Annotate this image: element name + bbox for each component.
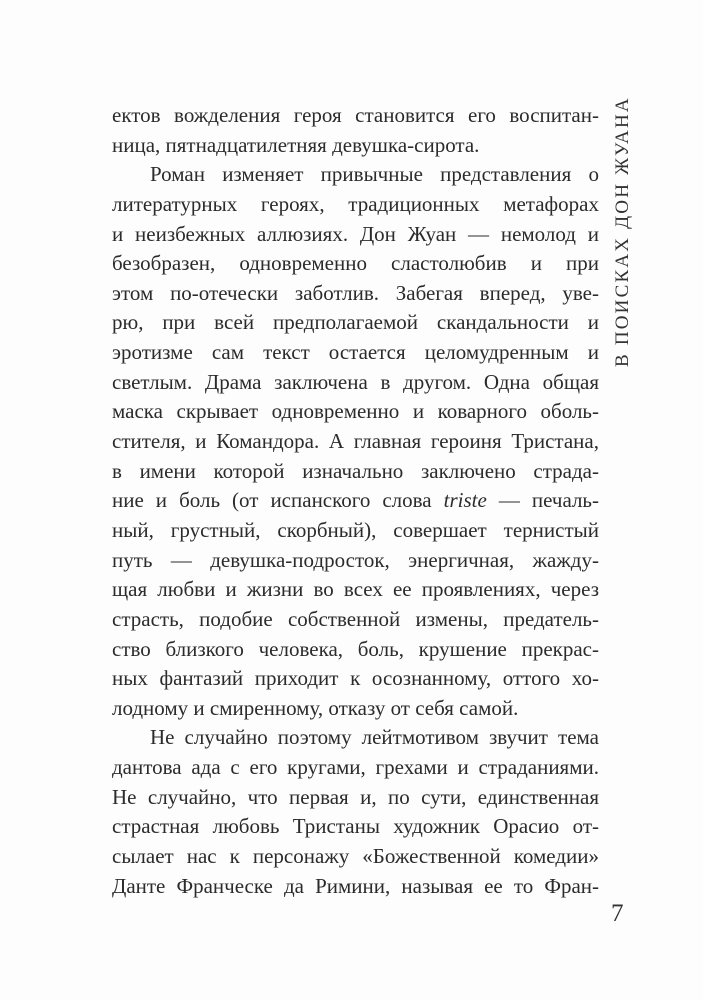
text-line: маска скрывает одновременно и коварного оболь- <box>112 399 599 424</box>
text-line: безобразен, одновременно сластолюбив и при <box>112 251 599 276</box>
text-line: ный, грустный, скорбный), совершает тернистый <box>112 517 599 542</box>
text-line: ектов вожделения героя становится его воспитан- <box>112 103 599 127</box>
text-segment: ние и боль (от испанского слова <box>112 488 444 513</box>
text-line: в имени которой изначально заключено страда- <box>112 458 599 483</box>
text-line: и неизбежных аллюзиях. Дон Жуан — немолод и <box>112 221 599 246</box>
body-text <box>112 101 599 901</box>
text-line: Данте Франческе да Римини, называя ее то Фран- <box>112 873 599 898</box>
text-line: страсть, подобие собственной измены, предатель- <box>112 606 599 631</box>
text-line: этом по-отечески заботлив. Забегая вперед, уве- <box>112 280 599 305</box>
text-line: страстная любовь Тристаны художник Орасио от- <box>112 814 599 839</box>
text-line: дантова ада с его кругами, грехами и страданиями. <box>112 755 599 780</box>
text-line: светлым. Драма заключена в другом. Одна общая <box>112 369 599 394</box>
text-line: щая любви и жизни во всех ее проявлениях, через <box>112 577 599 602</box>
text-line: эротизме сам текст остается целомудренным и <box>112 340 599 365</box>
text-line: путь — девушка-подросток, энергичная, жажду- <box>112 547 599 572</box>
text-line: литературных героях, традиционных метафорах <box>112 191 599 216</box>
text-line: лодному и смиренному, отказу от себя самой. <box>112 695 519 720</box>
running-head: В ПОИСКАХ ДОН ЖУАНА <box>612 96 633 367</box>
text-line: Роман изменяет привычные представления о <box>150 162 599 187</box>
text-line: Не случайно поэтому лейтмотивом звучит тема <box>150 725 599 750</box>
italic-word: triste <box>443 488 487 513</box>
text-line: ница, пятнадцатилетняя девушка-сирота. <box>112 132 480 157</box>
text-segment: — печаль- <box>486 488 599 513</box>
text-line: Не случайно, что первая и, по сути, единственная <box>112 784 599 809</box>
page-number: 7 <box>611 900 624 927</box>
text-line: ство близкого человека, боль, крушение прекрас- <box>112 636 599 661</box>
text-line: сылает нас к персонажу «Божественной комедии» <box>112 844 599 869</box>
text-line <box>112 486 599 516</box>
text-line: рю, при всей предполагаемой скандальности и <box>112 310 599 335</box>
text-line: стителя, и Командора. А главная героиня Тристана, <box>112 429 599 454</box>
text-line: ных фантазий приходит к осознанному, оттого хо- <box>112 666 599 691</box>
